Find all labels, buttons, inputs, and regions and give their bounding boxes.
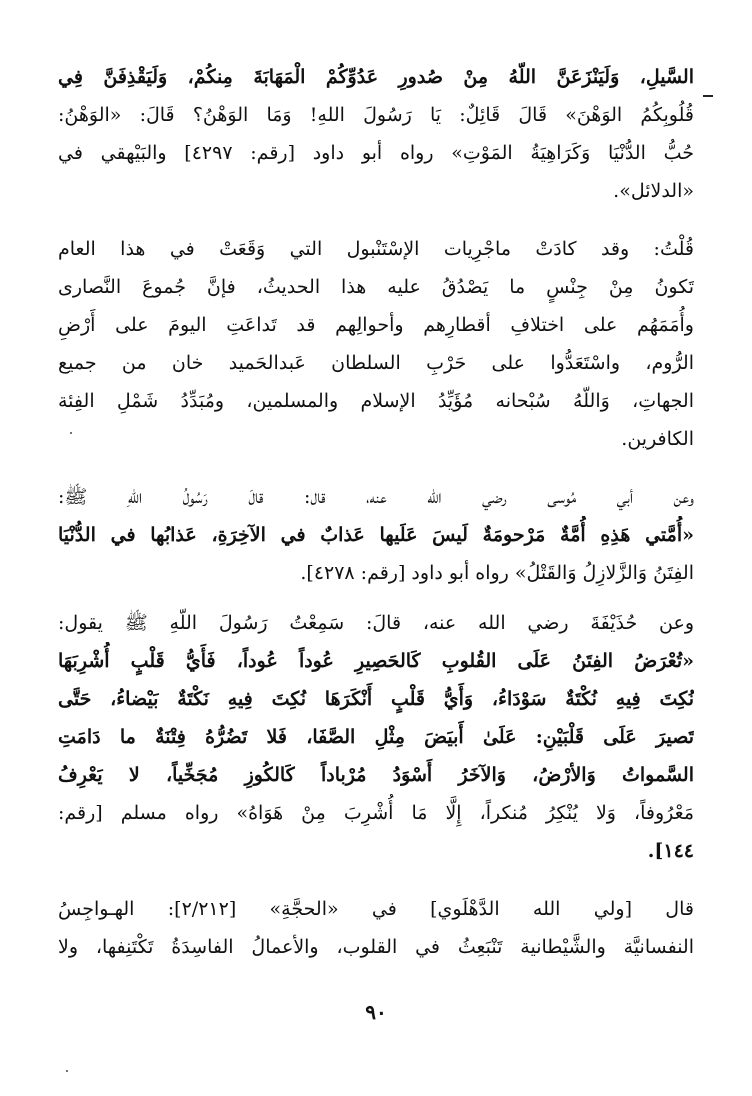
paragraph-gap [58, 592, 694, 604]
text-line: وعن أبي مُوسى رضي الله عنه، قال: قالَ رَسُولُ اللّهِ ﷺ: [58, 486, 694, 508]
paragraph-gap [58, 870, 694, 890]
text-line: الجهاتِ، وَاللّهُ سُبْحانه مُؤَيِّدُ الإسلام والمسلمين، ومُبَدِّدُ شَمْلِ الفِئة [58, 390, 694, 412]
text-line: الرُّوم، واسْتَعَدُّوا على حَرْبِ السلطان عَبدالحَميد خان من جميع [58, 352, 694, 374]
paragraph-dehlawi-quote [58, 890, 694, 966]
text-line: «أُمَّتي هَذِهِ أُمَّةٌ مَرْحومَةٌ لَيسَ عَلَيها عَذابٌ في الآخِرَةِ، عَذابُها في الدُّنْيَا [58, 524, 694, 546]
paragraph-gap [58, 458, 694, 478]
text-line: قُلْتُ: وقد كادَتْ ماجْرِيات الإسْتَنْبول التي وَقَعَتْ في هذا العام [58, 238, 694, 260]
text-line: مَعْرُوفاً، وَلا يُنْكِرُ مُنكراً، إِلَّا مَا أُشْرِبَ مِنْ هَوَاهُ» رواه مسلم [رقم: [58, 802, 694, 824]
text-line: قُلُوبِكُمُ الوَهْنَ» قَالَ قَائِلٌ: يَا رَسُولَ اللهِ! وَمَا الوَهْنُ؟ قَالَ: «الوَهْنُ: [58, 104, 694, 126]
text-line: حُبُّ الدُّنْيَا وَكَرَاهِيَةُ المَوْتِ» رواه أبو داود [رقم: ٤٢٩٧] والبَيْهقي في [58, 142, 694, 164]
text-line: «الدلائل». [613, 180, 694, 202]
text-line: الفِتَنُ وَالزَّلازِلُ وَالقَتْلُ» رواه أبو داود [رقم: ٤٢٧٨]. [300, 562, 694, 584]
text-line: الكافرين. [621, 428, 694, 450]
text-line: تَصيرَ عَلَى قَلْبَيْنِ: عَلَىٰ أَبيَضَ مِثْلِ الصَّفَا، فَلا تَضُرُّهُ فِتْنَةٌ ما دَامَتِ [58, 726, 694, 748]
text-line: وعن حُذَيْفَةَ رضي الله عنه، قالَ: سَمِعْتُ رَسُولَ اللّهِ ﷺ يقول: [58, 612, 694, 634]
paragraph-hadith-hudhayfa [58, 604, 694, 870]
text-line: «تُعْرَضُ الفِتَنُ عَلَى القُلوبِ كَالحَصِيرِ عُوداً عُوداً، فَأَيُّ قَلْبٍ أُشْرِبَهَا [58, 650, 694, 672]
text-line: النفسانيَّة والشَّيْطانية تَنْبَعِثُ في القلوب، والأعمالُ الفاسِدَةُ تَكْتَنِفها، ولا [58, 936, 694, 958]
text-line: قال [ولي الله الدَّهْلَوي] في «الحجَّةِ» [٢/٢١٢]: الهـواجِسُ [58, 898, 694, 920]
margin-mark [703, 95, 713, 97]
text-line: ١٤٤]. [647, 840, 694, 862]
text-line: وأُمَمَهُم على اختلافِ أقطارِهم وأحوالِهم قد تَداعَتِ اليومَ على أَرْضِ [58, 314, 694, 336]
text-line: نُكِتَ فِيهِ نُكْتَةٌ سَوْدَاءُ، وَأَيُّ قَلْبٍ أَنْكَرَهَا نُكِتَ فِيهِ نَكْتَةٌ بَيْضاءُ، حَتَّى [58, 688, 694, 710]
paragraph-gap [58, 210, 694, 230]
book-page [58, 58, 694, 1078]
paragraph-hadith-abu-musa [58, 478, 694, 592]
page-number: ٩٠ [365, 1000, 387, 1024]
paragraph-hadith-wahn [58, 58, 694, 210]
text-line: السَّمواتُ وَالأرْضُ، وَالآخَرُ أَسْوَدُ مُرْباداً كَالكُوزِ مُجَخِّياً، لا يَعْرِفُ [58, 764, 694, 786]
text-line: تَكونُ مِنْ جِنْسٍ ما يَصْدُقُ عليه هذا الحديثُ، فإنَّ جُموعَ النَّصارى [58, 276, 694, 298]
paragraph-author-commentary [58, 230, 694, 458]
text-line: السَّيلِ، وَلَيَنْزَعَنَّ اللّهُ مِنْ صُدورِ عَدُوِّكُمْ الْمَهَابَةَ مِنكُمْ، وَلَيَقْذِفَنَّ فِي [58, 66, 694, 88]
